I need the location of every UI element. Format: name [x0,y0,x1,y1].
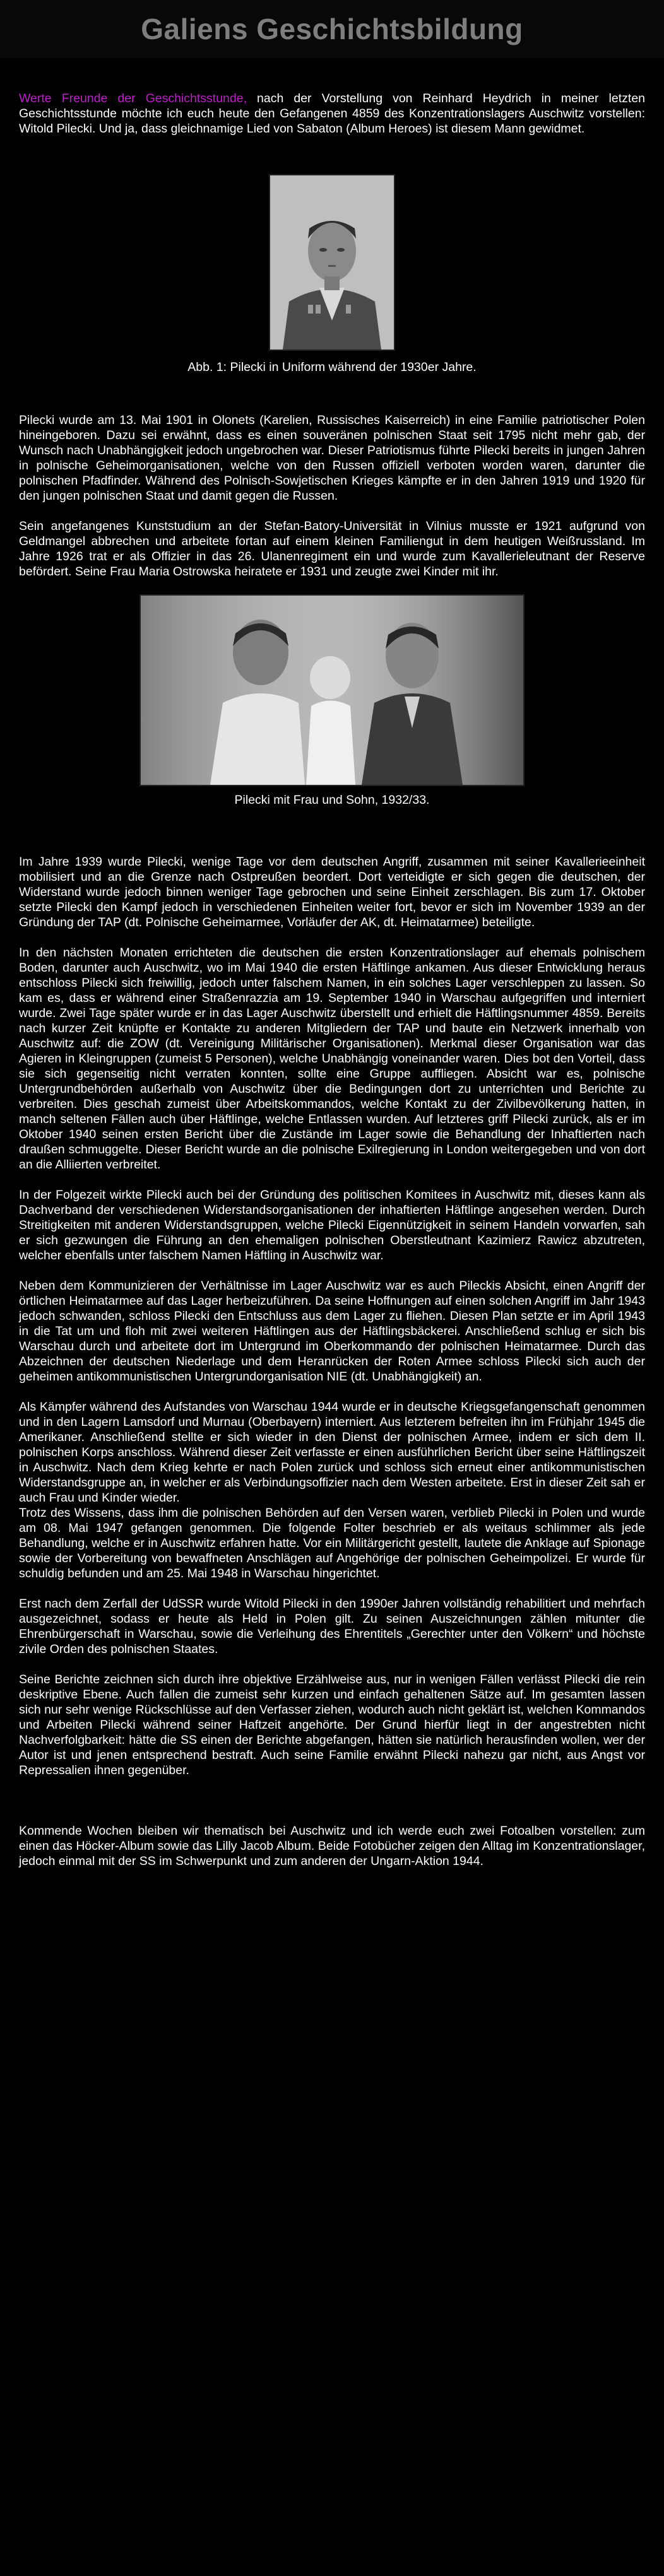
family-illustration [141,596,523,785]
spacer [19,808,645,854]
intro-paragraph [19,91,645,136]
figure-family [19,594,645,808]
paragraph: In den nächsten Monaten errichteten die deutschen die ersten Konzentrationslager auf ehemals polnischem Boden, darunter auch Auschwitz, wo im Mai 1940 die ersten Häftlinge ankamen. Aus dieser Entwicklung heraus entschloss Pilecki sich freiwillig, jedoch unter falschem Namen, in ein solches Lager verschleppen zu lassen. So kam es, dass er während einer Straßenrazzia am 19. September 1940 in Warschau aufgegriffen und interniert wurde. Zwei Tage später wurde er in das Lager Auschwitz überstellt und erhielt die Häftlingsnummer 4859. Bereits nach kurzer Zeit knüpfte er Kontakte zu anderen Mitgliedern der TAP und baute ein Netzwerk innerhalb von Auschwitz auf: die ZOW (dt. Vereinigung Militärischer Organisationen). Merkmal dieser Organisation war das Agieren in Kleingruppen (zumeist 5 Personen), welche Unabhängig voneinander waren. Dies bot den Vorteil, dass sie sich gegenseitig nicht verraten konnten, sollte eine Gruppe auffliegen. Absicht war es, polnische Untergrundbehörden außerhalb von Auschwitz über die Bedingungen dort zu unterrichten und Berichte zu verbreiten. Dies geschah zumeist über Arbeitskommandos, welche Kontakt zu der Zivilbevölkerung hatten, in manch seltenen Fällen auch über Häftlinge, welche Entlassen wurden. Auf letzteres griff Pilecki zurück, als er im Oktober 1940 seinen ersten Bericht über die Zustände im Lager sowie die Behandlung der Inhaftierten nach draußen schmuggelte. Dieser Bericht wurde an die polnische Exilregierung in London weitergegeben und von dort an die Alliierten verbreitet. [19,946,645,1172]
paragraph: Kommende Wochen bleiben wir thematisch bei Auschwitz und ich werde euch zwei Fotoalben vorstellen: zum einen das Höcker-Album sowie das Lilly Jacob Album. Beide Fotobücher zeigen den Alltag im Konzentrationslager, jedoch einmal mit der SS im Schwerpunkt und zum anderen der Ungarn-Aktion 1944. [19,1824,645,1868]
header-bar [0,0,664,58]
paragraph: Im Jahre 1939 wurde Pilecki, wenige Tage vor dem deutschen Angriff, zusammen mit seiner Kavallerieeinheit mobilisiert und an die Grenze nach Ostpreußen beordert. Dort verteidigte er sich gegen die deutschen, der Widerstand wurde jedoch binnen weniger Tage gebrochen und seine Einheit zerschlagen. Bis zum 17. Oktober setzte Pilecki den Kampf jedoch in verschiedenen Einheiten weiter fort, bevor er sich im November 1939 an der Gründung der TAP (dt. Polnische Geheimarmee, Vorläufer der AK, dt. Heimatarmee) beteiligte. [19,855,645,929]
figure-caption: Pilecki mit Frau und Sohn, 1932/33. [234,793,430,807]
figure-portrait [19,174,645,375]
article-body [0,58,664,1869]
page-title: Galiens Geschichtsbildung [141,13,523,45]
paragraph: Trotz des Wissens, dass ihm die polnischen Behörden auf den Versen waren, verblieb Pilecki in Polen und wurde am 08. Mai 1947 gefangen genommen. Die folgende Folter beschrieb er als weitaus schlimmer als jede Behandlung, welche er in Auschwitz erfahren hatte. Vor ein Militärgericht gestellt, lautete die Anklage auf Spionage sowie der Vorbereitung von bewaffneten Anschlägen auf Angehörige der polnischen Geheimpolizei. Er wurde für schuldig befunden und am 25. Mai 1948 in Warschau hingerichtet. [19,1506,645,1580]
paragraph: Neben dem Kommunizieren der Verhältnisse im Lager Auschwitz war es auch Pileckis Absicht, einen Angriff der örtlichen Heimatarmee auf das Lager herbeizuführen. Da seine Hoffnungen auf einen solchen Angriff im Jahr 1943 jedoch schwanden, schloss Pilecki den Entschluss aus dem Lager zu fliehen. Diesen Plan setzte er im April 1943 in die Tat um und floh mit zwei weiteren Häftlingen aus der Häftlingsbäckerei. Anschließend schlug er sich bis Warschau durch und arbeitete dort im Untergrund im Oberkommando der polnischen Heimatarmee. Durch das Abzeichnen der deutschen Niederlage und dem Heranrücken der Roten Armee schloss Pilecki sich auch der geheimen antikommunistischen Untergrundorganisation NIE (dt. Unabhängigkeit) an. [19,1279,645,1384]
figure-caption: Abb. 1: Pilecki in Uniform während der 1930er Jahre. [187,360,477,374]
spacer [19,1793,645,1823]
spacer [19,375,645,413]
paragraph: Pilecki wurde am 13. Mai 1901 in Olonets (Karelien, Russisches Kaiserreich) in eine Familie patriotischer Polen hineingeboren. Dazu sei erwähnt, dass es einen souveränen polnischen Staat seit 1795 nicht mehr gab, der Wunsch nach Unabhängigkeit jedoch ungebrochen war. Dieser Patriotismus führte Pilecki bereits in jungen Jahren in polnische Geheimorganisationen, welche von den Russen offiziell verboten worden waren, darunter die polnischen Pfadfinder. Während des Polnisch-Sowjetischen Krieges kämpfte er in den Jahren 1919 und 1920 für den jungen polnischen Staat und damit gegen die Russen. [19,413,645,503]
paragraph: Seine Berichte zeichnen sich durch ihre objektive Erzählweise aus, nur in wenigen Fällen verlässt Pilecki die rein deskriptive Ebene. Auch fallen die zumeist sehr kurzen und einfach gehaltenen Sätze auf. Im gesamten lassen sich nur sehr wenige Rückschlüsse auf den Verfasser ziehen, wodurch auch nicht geklärt ist, welchen Kommandos und Arbeiten Pilecki während seiner Haftzeit angehörte. Der Grund hierfür liegt in der angestrebten nicht Nachverfolgbarkeit: hätte die SS einen der Berichte abgefangen, hätten sie natürlich herausfinden wollen, wer der Autor ist und jenen entsprechend bestraft. Auch seine Familie erwähnt Pilecki nahezu gar nicht, aus Angst vor Repressalien ihnen gegenüber. [19,1673,645,1777]
intro-greeting: Werte Freunde der Geschichtsstunde, [19,91,247,105]
portrait-photo-icon [269,174,395,351]
paragraph: Als Kämpfer während des Aufstandes von Warschau 1944 wurde er in deutsche Kriegsgefangenschaft genommen und in den Lagern Lamsdorf und Murnau (Oberbayern) interniert. Aus letzterem befreiten ihn im Frühjahr 1945 die Amerikaner. Anschließend stellte er sich wieder in den Dienst der polnischen Armee, indem er sich dem II. polnischen Korps anschloss. Während dieser Zeit verfasste er einen ausführlichen Bericht über seine Häftlingszeit in Auschwitz. Nach dem Krieg kehrte er nach Polen zurück und schloss sich erneut einer antikommunistischen Widerstandsgruppe an, in welcher er als Verbindungsoffizier nach dem Westen arbeitete. Erst in dieser Zeit sah er auch Frau und Kinder wieder. [19,1400,645,1505]
paragraph: Erst nach dem Zerfall der UdSSR wurde Witold Pilecki in den 1990er Jahren vollständig rehabilitiert und mehrfach ausgezeichnet, sodass er heute als Held in Polen gilt. Zu seinen Auszeichnungen zählen mitunter die Ehrenbürgerschaft in Warschau, sowie die Verleihung des Ehrentitels „Gerechter unter den Völkern“ und höchste zivile Orden des polnischen Staates. [19,1597,645,1656]
portrait-illustration [270,175,394,350]
paragraph: Sein angefangenes Kunststudium an der Stefan-Batory-Universität in Vilnius musste er 1921 aufgrund von Geldmangel abbrechen und arbeitete fortan auf einem kleinen Familiengut in dem heutigen Weißrussland. Im Jahre 1926 trat er als Offizier in das 26. Ulanenregiment ein und wurde zum Kavallerieleutnant der Reserve befördert. Seine Frau Maria Ostrowska heiratete er 1931 und zeugte zwei Kinder mit ihr. [19,519,645,579]
intro-text: nach der Vorstellung von Reinhard Heydrich in meiner letzten Geschichtsstunde möchte ich euch heute den Gefangenen 4859 des Konzentrationslagers Auschwitz vorstellen: Witold Pilecki. Und ja, dass gleichnamige Lied von Sabaton (Album Heroes) ist diesem Mann gewidmet. [19,91,646,136]
paragraph: In der Folgezeit wirkte Pilecki auch bei der Gründung des politischen Komitees in Auschwitz mit, dieses kann als Dachverband der verschiedenen Widerstandsorganisationen der inhaftierten Häftlinge angesehen werden. Durch Streitigkeiten mit anderen Widerstandsgruppen, welche Pilecki Eigennützigkeit in seinem Handeln vorwarfen, sah er sich gezwungen die Führung an den ehemaligen polnischen Oberstleutnant Kazimierz Rawicz abzutreten, welcher ebenfalls unter falschem Namen Häftling in Auschwitz war. [19,1188,645,1262]
family-photo-icon [139,594,525,786]
